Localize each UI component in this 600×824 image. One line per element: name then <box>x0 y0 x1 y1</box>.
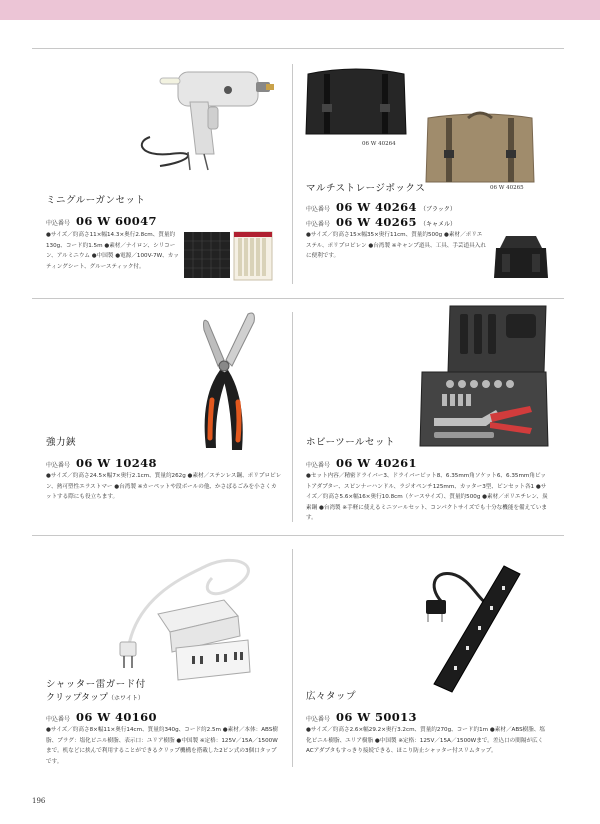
code-label: 中込番号 <box>306 462 331 469</box>
product-code <box>306 452 417 471</box>
product-code-camel <box>306 211 456 230</box>
product-description: ●サイズ／約高さ24.5×幅7×奥行2.1cm、質量約262g ●素材／ステンレス鋼、ポリプロピレン、熱可塑性エラストマー ●台湾製 ※カーペットや段ボールの他、かさばるごみを小さくカットする際にも役立ちます。 <box>46 473 282 500</box>
product-code <box>306 706 417 725</box>
glue-gun-image <box>130 62 280 172</box>
product-description: ●サイズ／約高さ11×幅14.3×奥行2.8cm、質量約130g、コード約1.5m ●素材／ナイロン、シリコーン、アルミニウム ●中国製 ●電源／100V-7W、カッティングシート、グルースティック付。 <box>46 232 179 270</box>
code-number: 06 W 40264 <box>336 200 417 214</box>
product-code <box>46 210 157 229</box>
product-name: 広々タップ <box>306 691 357 702</box>
image-label-black: 06 W 40264 <box>362 141 396 147</box>
cutting-sheet-image <box>184 232 230 278</box>
header-color-band <box>0 0 600 20</box>
storage-box-camel-image <box>420 110 540 186</box>
divider-top <box>32 48 564 49</box>
product-name: ホビーツールセット <box>306 437 396 448</box>
code-label: 中込番号 <box>46 716 71 723</box>
divider-col-2 <box>292 312 293 522</box>
product-code <box>46 706 157 725</box>
code-number: 06 W 40261 <box>336 456 417 470</box>
product-name: マルチストレージボックス <box>306 183 426 194</box>
code-label: 中込番号 <box>46 220 71 227</box>
storage-box-open-image <box>492 234 550 280</box>
code-label: 中込番号 <box>46 462 71 469</box>
image-label-camel: 06 W 40265 <box>490 185 524 191</box>
divider-row-1 <box>32 298 564 299</box>
product-name2-variant: （ホワイト） <box>108 695 144 702</box>
product-description: ●サイズ／約高さ15×幅35×奥行11cm、質量約500g ●素材／ポリエステル、ポリプロピレン ●台湾製 ※キャンプ道具、工具、手芸道具入れに便利です。 <box>306 232 486 259</box>
divider-col-3 <box>292 549 293 767</box>
code-variant: （ブラック） <box>419 206 456 213</box>
product-name: ミニグルーガンセット <box>46 195 146 206</box>
product-description: ●サイズ／約高さ2.6×幅29.2×奥行3.2cm、質量約270g、コード約1m ●素材／ABS樹脂、塩化ビニル樹脂、ユリア樹脂 ●中国製 ※定格：125V／15A／1500Wまで。差込口の間隔が広くACアダプタもすっきり接続できる、ほこり防止シャッター付スリムタップ。 <box>306 727 546 754</box>
product-description: ●セット内容／精密ドライバー3、ドライバービット8、6.35mm角ソケット6、6.35mm角ビットアダプター、スピンナーハンドル、ラジオペンチ125mm、カッター3型、ピンセット各1 ●サイズ／約高さ5.6×幅16×奥行10.8cm（ケースサイズ）、質量約500g ●素材／ポリエチレン、炭素鋼 ●台湾製 ※手軽に使えるミニツールセット、コンパクトサイズでも十分な機能を備えています。 <box>306 473 548 521</box>
code-label: 中込番号 <box>306 206 331 213</box>
code-label: 中込番号 <box>306 716 331 723</box>
code-number: 06 W 50013 <box>336 710 417 724</box>
product-name: シャッター雷ガード付 <box>46 679 146 690</box>
glue-sticks-image <box>234 232 272 280</box>
code-label: 中込番号 <box>306 221 331 228</box>
clip-tap-image <box>116 556 276 684</box>
code-number: 06 W 10248 <box>76 456 157 470</box>
code-number: 06 W 40265 <box>336 215 417 229</box>
product-name-line2 <box>46 690 144 703</box>
wide-tap-image <box>418 560 538 700</box>
code-number: 06 W 40160 <box>76 710 157 724</box>
product-description: ●サイズ／約高さ8×幅11×奥行14cm、質量約340g、コード約2.5m ●素材／本体：ABS樹脂、プラグ：塩化ビニル樹脂、表示口：ユリア樹脂 ●中国製 ※定格：125V／15A／1500Wまで。机などに挟んで利用することができるクリップ機構を搭載した2ピン式の3個口タップです。 <box>46 727 278 765</box>
storage-box-black-image <box>302 64 410 138</box>
product-name: 強力鋏 <box>46 437 77 448</box>
product-code <box>46 452 157 471</box>
code-variant: （キャメル） <box>419 221 456 228</box>
page-number: 196 <box>32 797 46 805</box>
product-name2: クリップタップ <box>46 693 109 703</box>
divider-row-2 <box>32 535 564 536</box>
code-number: 06 W 60047 <box>76 214 157 228</box>
scissors-image <box>186 308 266 458</box>
divider-col-1 <box>292 64 293 284</box>
tool-set-image <box>420 302 550 450</box>
